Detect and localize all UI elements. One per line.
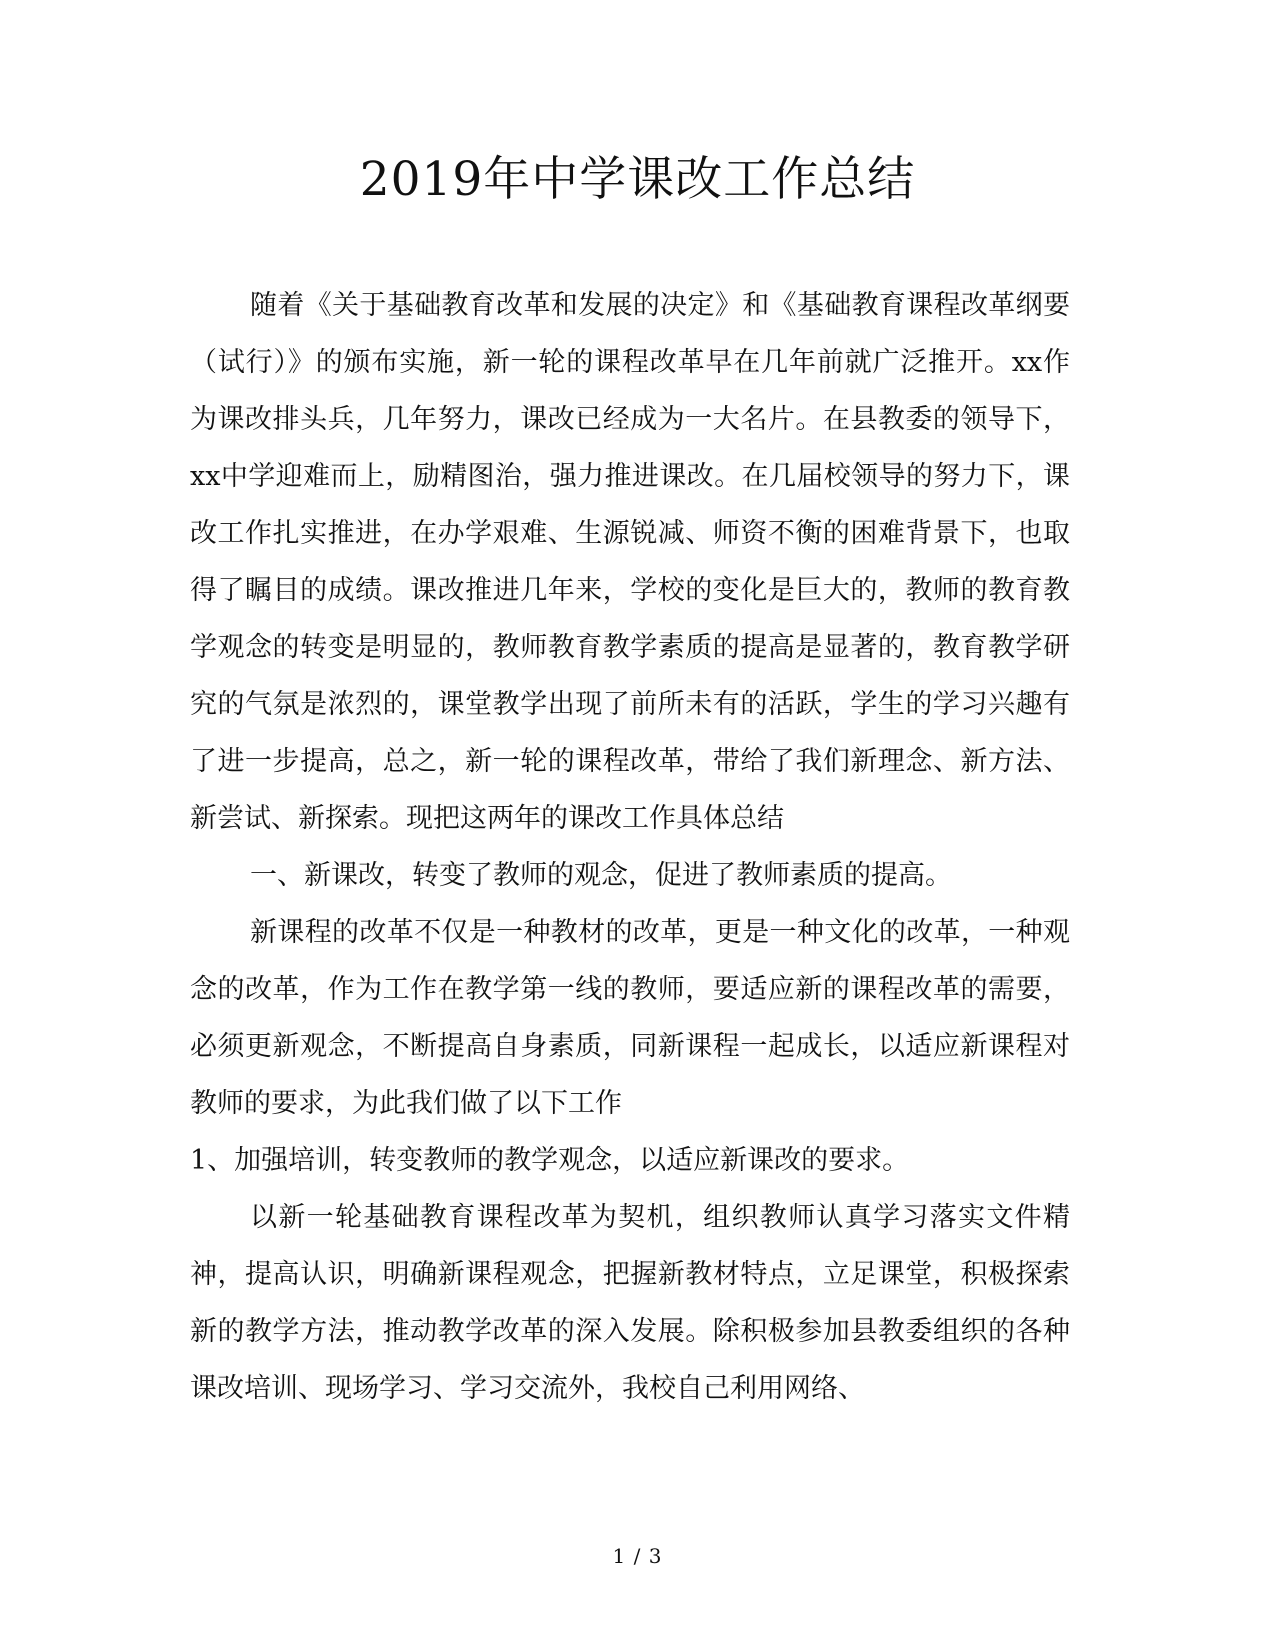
paragraph-intro: 随着《关于基础教育改革和发展的决定》和《基础教育课程改革纲要（试行）》的颁布实施，新一轮的课程改革早在几年前就广泛推开。xx作为课改排头兵，几年努力，课改已经成为一大名片。在县教委的领导下，xx中学迎难而上，励精图治，强力推进课改。在几届校领导的努力下，课改工作扎实推进，在办学艰难、生源锐减、师资不衡的困难背景下，也取得了瞩目的成绩。课改推进几年来，学校的变化是巨大的，教师的教育教学观念的转变是明显的，教师教育教学素质的提高是显著的，教育教学研究的气氛是浓烈的，课堂教学出现了前所未有的活跃，学生的学习兴趣有了进一步提高，总之，新一轮的课程改革，带给了我们新理念、新方法、新尝试、新探索。现把这两年的课改工作具体总结 <box>190 290 1070 834</box>
document-body <box>190 277 1070 1417</box>
paragraph-section-1: 新课程的改革不仅是一种教材的改革，更是一种文化的改革，一种观念的改革，作为工作在教学第一线的教师，要适应新的课程改革的需要，必须更新观念，不断提高自身素质，同新课程一起成长，以适应新课程对教师的要求，为此我们做了以下工作 <box>190 917 1070 1119</box>
document-title: 2019年中学课改工作总结 <box>359 152 916 207</box>
page-number: 1 / 3 <box>612 1544 663 1568</box>
section-heading-1: 一、新课改，转变了教师的观念，促进了教师素质的提高。 <box>250 860 952 891</box>
paragraph-training: 以新一轮基础教育课程改革为契机，组织教师认真学习落实文件精神，提高认识，明确新课程观念，把握新教材特点，立足课堂，积极探索新的教学方法，推动教学改革的深入发展。除积极参加县教委组织的各种课改培训、现场学习、学习交流外，我校自己利用网络、 <box>190 1202 1070 1404</box>
subheading-1: 1、加强培训，转变教师的教学观念，以适应新课改的要求。 <box>190 1145 910 1176</box>
